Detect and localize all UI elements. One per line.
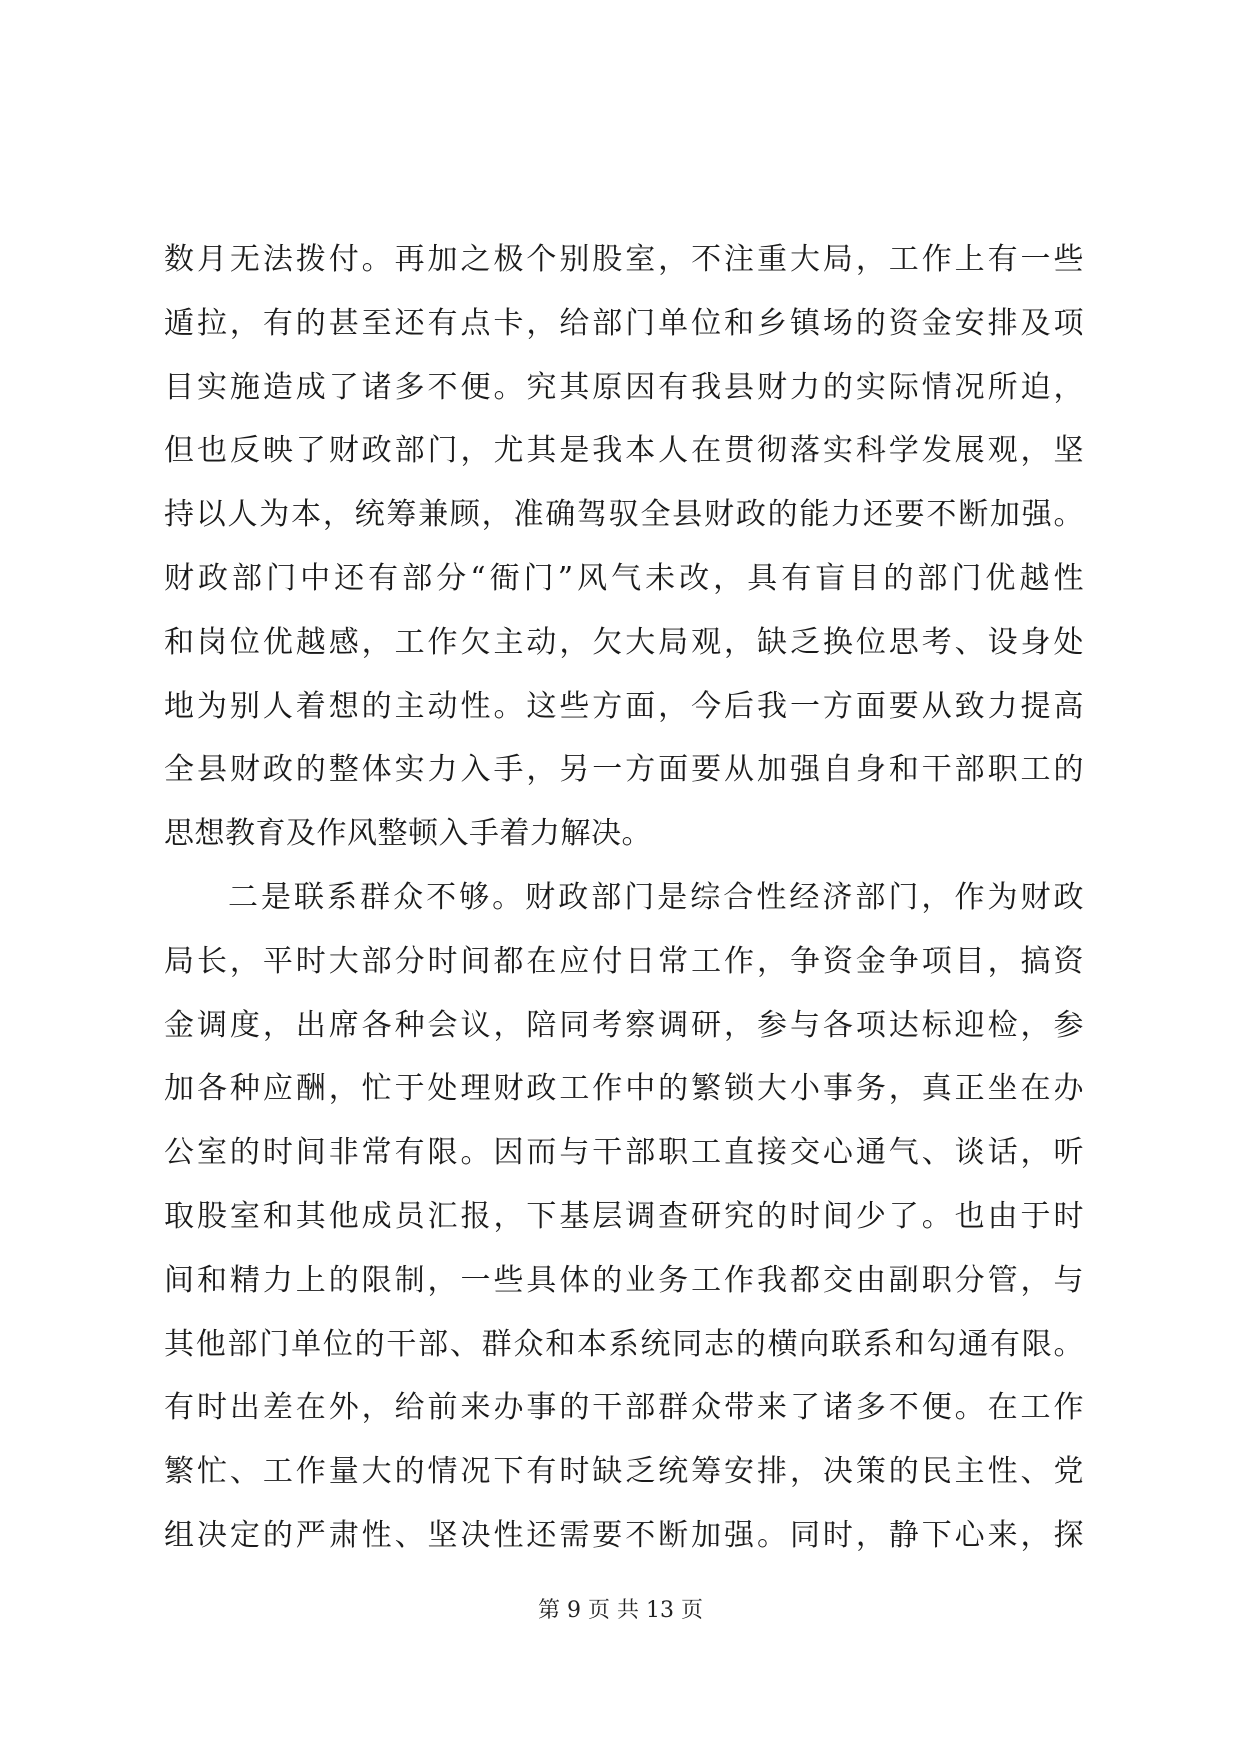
text-line: 公室的时间非常有限。因而与干部职工直接交心通气、谈话，听 (164, 1135, 1084, 1171)
text-line: 遁拉，有的甚至还有点卡，给部门单位和乡镇场的资金安排及项 (164, 305, 1084, 341)
text-line: 目实施造成了诸多不便。究其原因有我县财力的实际情况所迫， (164, 369, 1084, 405)
text-line: 间和精力上的限制，一些具体的业务工作我都交由副职分管，与 (164, 1262, 1084, 1298)
paragraph-first-line: 二是联系群众不够。财政部门是综合性经济部门，作为财政 (228, 879, 1084, 915)
document-body (164, 228, 1084, 1568)
text-line: 有时出差在外，给前来办事的干部群众带来了诸多不便。在工作 (164, 1390, 1084, 1426)
text-line: 其他部门单位的干部、群众和本系统同志的横向联系和勾通有限。 (164, 1326, 1084, 1362)
text-line: 加各种应酬，忙于处理财政工作中的繁锁大小事务，真正坐在办 (164, 1071, 1084, 1107)
text-line: 组决定的严肃性、坚决性还需要不断加强。同时，静下心来，探 (164, 1517, 1084, 1553)
text-line: 金调度，出席各种会议，陪同考察调研，参与各项达标迎检，参 (164, 1007, 1084, 1043)
text-line: 地为别人着想的主动性。这些方面，今后我一方面要从致力提高 (164, 688, 1084, 724)
text-line: 取股室和其他成员汇报，下基层调查研究的时间少了。也由于时 (164, 1198, 1084, 1234)
page-number-footer: 第 9 页 共 13 页 (538, 1598, 703, 1623)
text-line: 但也反映了财政部门，尤其是我本人在贯彻落实科学发展观，坚 (164, 433, 1084, 469)
text-line: 持以人为本，统筹兼顾，准确驾驭全县财政的能力还要不断加强。 (164, 497, 1084, 533)
text-line: 局长，平时大部分时间都在应付日常工作，争资金争项目，搞资 (164, 943, 1084, 979)
text-line: 全县财政的整体实力入手，另一方面要从加强自身和干部职工的 (164, 752, 1084, 788)
text-line: 繁忙、工作量大的情况下有时缺乏统筹安排，决策的民主性、党 (164, 1454, 1084, 1490)
text-line: 思想教育及作风整顿入手着力解决。 (164, 816, 652, 852)
text-line: 和岗位优越感，工作欠主动，欠大局观，缺乏换位思考、设身处 (164, 624, 1084, 660)
text-line: 财政部门中还有部分“衙门”风气未改，具有盲目的部门优越性 (164, 560, 1084, 596)
text-line: 数月无法拨付。再加之极个别股室，不注重大局，工作上有一些 (164, 242, 1084, 277)
